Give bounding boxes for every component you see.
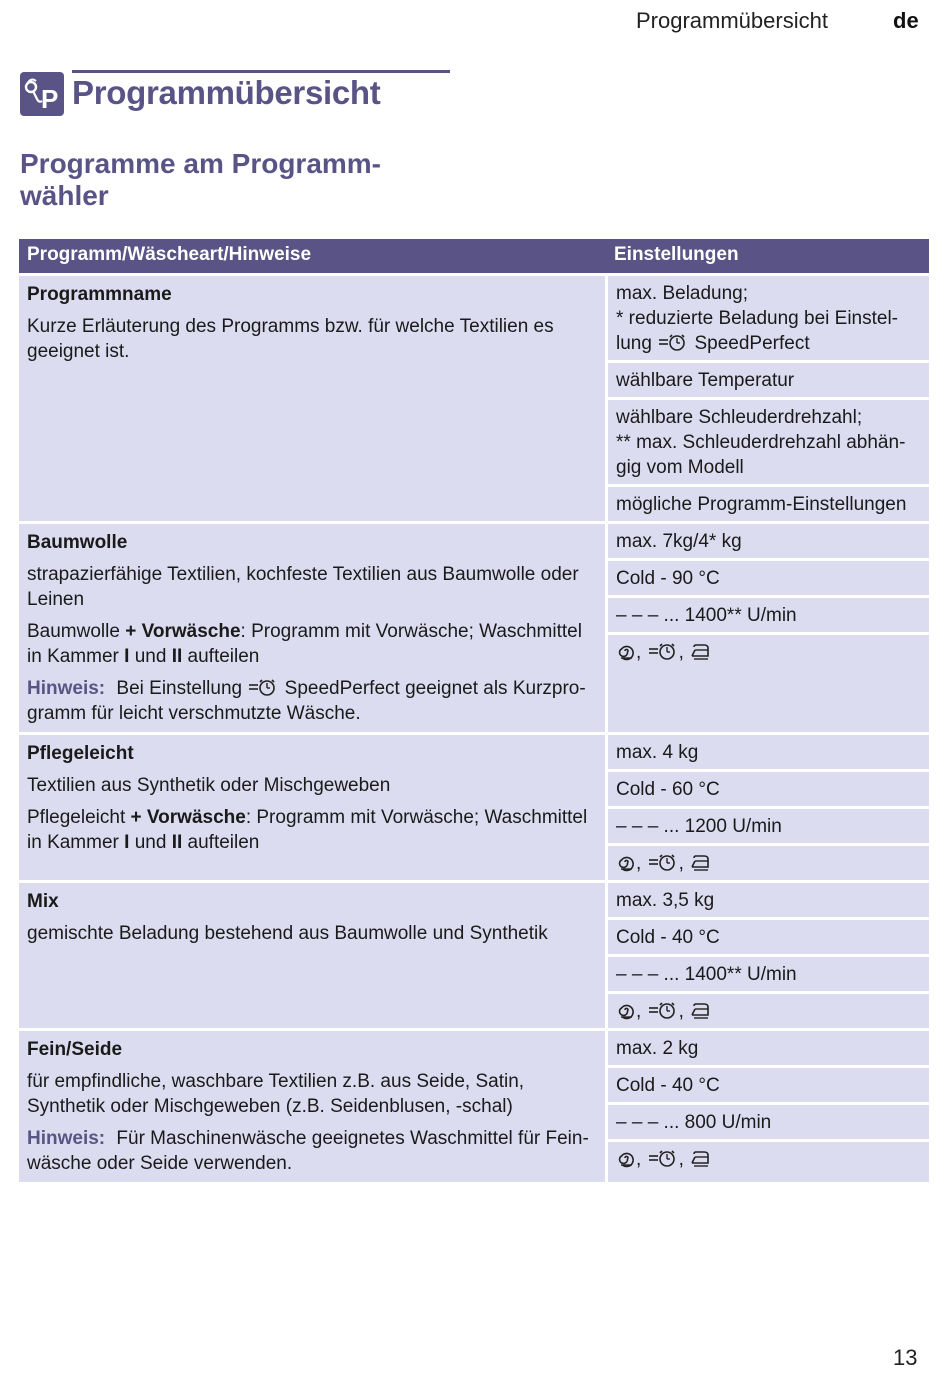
prewash-swirl-icon: [616, 641, 636, 661]
speedperfect-clock-icon: [647, 1148, 679, 1168]
temperature-cell: wählbare Temperatur: [608, 363, 929, 397]
programme-name: Fein/Seide: [27, 1039, 123, 1060]
programme-cell: [19, 276, 605, 521]
table-row: [19, 524, 929, 732]
prewash-note: Baumwolle + Vorwäsche: Programm mit Vorwäsche; Waschmittel in Kammer I und II aufteilen: [27, 621, 582, 667]
hint-note: Hinweis: Bei Einstellung SpeedPerfect geeignet als Kurzpro-gramm für leicht verschmutzte Wäsche.: [27, 678, 586, 724]
iron-icon: [689, 641, 711, 661]
programme-table: [19, 239, 929, 1182]
speedperfect-clock-icon: [647, 1000, 679, 1020]
programme-cell: [19, 1031, 605, 1182]
temperature-cell: Cold - 40 °C: [608, 1068, 929, 1102]
hint-note: Hinweis: Für Maschinenwäsche geeignetes Waschmittel für Fein-wäsche oder Seide verwenden.: [27, 1128, 589, 1174]
load-cell: max. 2 kg: [608, 1031, 929, 1065]
load-cell: max. 7kg/4* kg: [608, 524, 929, 558]
prewash-swirl-icon: [616, 852, 636, 872]
temperature-cell: Cold - 40 °C: [608, 920, 929, 954]
options-cell: , ,: [608, 635, 929, 732]
spin-cell: – – – ... 1400** U/min: [608, 598, 929, 632]
programme-description: Kurze Erläuterung des Programms bzw. für welche Textilien es geeignet ist.: [27, 316, 554, 362]
programme-cell: [19, 524, 605, 732]
programme-description: Textilien aus Synthetik oder Mischgeweben: [27, 775, 391, 796]
section-subtitle: Programme am Programm- wähler: [20, 148, 382, 211]
spin-cell: [608, 400, 929, 484]
hint-label: Hinweis:: [27, 678, 106, 699]
prewash-swirl-icon: [616, 1000, 636, 1020]
iron-icon: [689, 852, 711, 872]
prewash-note: Pflegeleicht + Vorwäsche: Programm mit Vorwäsche; Waschmittel in Kammer I und II aufteilen: [27, 807, 588, 853]
spin-cell: – – – ... 1400** U/min: [608, 957, 929, 991]
spin-cell: – – – ... 800 U/min: [608, 1105, 929, 1139]
programme-description: strapazierfähige Textilien, kochfeste Textilien aus Baumwolle oder Leinen: [27, 564, 579, 610]
temperature-cell: Cold - 60 °C: [608, 772, 929, 806]
header-section-title: Programmübersicht: [636, 8, 828, 33]
iron-icon: [689, 1148, 711, 1168]
table-header: [19, 239, 929, 273]
speedperfect-label: SpeedPerfect: [694, 333, 810, 354]
programme-cell: [19, 735, 605, 880]
programme-description: gemischte Beladung bestehend aus Baumwolle und Synthetik: [27, 923, 548, 944]
table-row: [19, 276, 929, 521]
speedperfect-clock-icon: [247, 677, 279, 697]
spin-value: wählbare Schleuderdrehzahl;: [616, 407, 863, 428]
programme-description: für empfindliche, waschbare Textilien z.B. aus Seide, Satin, Synthetik oder Mischgeweben (z.B. Seidenblusen, -schal): [27, 1071, 525, 1117]
table-header-col2: Einstellungen: [614, 244, 739, 265]
settings-column: [608, 735, 929, 880]
programme-cell: [19, 883, 605, 1028]
page-number: 13: [893, 1345, 918, 1370]
options-cell: , ,: [608, 1142, 929, 1182]
programme-name: Baumwolle: [27, 532, 128, 553]
temperature-cell: Cold - 90 °C: [608, 561, 929, 595]
programme-name: Programmname: [27, 284, 172, 305]
settings-column: [608, 524, 929, 732]
title-rule: [72, 70, 450, 73]
table-row: [19, 883, 929, 1028]
load-value: max. Beladung;: [616, 283, 749, 304]
programme-name: Mix: [27, 891, 59, 912]
spin-cell: – – – ... 1200 U/min: [608, 809, 929, 843]
options-cell: , ,: [608, 994, 929, 1028]
programme-icon: [20, 72, 64, 116]
load-cell: max. 4 kg: [608, 735, 929, 769]
speedperfect-clock-icon: [647, 641, 679, 661]
table-row: [19, 735, 929, 880]
spin-note: ** max. Schleuderdrehzahl abhän-gig vom Modell: [616, 432, 906, 478]
prewash-swirl-icon: [616, 1148, 636, 1168]
options-cell: mögliche Programm-Einstellungen: [608, 487, 929, 521]
load-cell: [608, 276, 929, 360]
iron-icon: [689, 1000, 711, 1020]
hint-label: Hinweis:: [27, 1128, 106, 1149]
speedperfect-clock-icon: [647, 852, 679, 872]
header-language: de: [893, 8, 919, 33]
load-note-text: * reduzierte Beladung bei Einstel-lung: [616, 308, 899, 354]
settings-column: [608, 276, 929, 521]
speedperfect-clock-icon: [657, 332, 689, 352]
settings-column: [608, 883, 929, 1028]
load-cell: max. 3,5 kg: [608, 883, 929, 917]
settings-column: [608, 1031, 929, 1182]
svg-text:P: P: [41, 84, 59, 114]
table-header-col1: Programm/Wäscheart/Hinweise: [27, 244, 312, 265]
options-cell: , ,: [608, 846, 929, 880]
page-title: Programmübersicht: [72, 74, 381, 111]
load-note: [616, 306, 921, 356]
table-row: [19, 1031, 929, 1182]
programme-name: Pflegeleicht: [27, 743, 134, 764]
